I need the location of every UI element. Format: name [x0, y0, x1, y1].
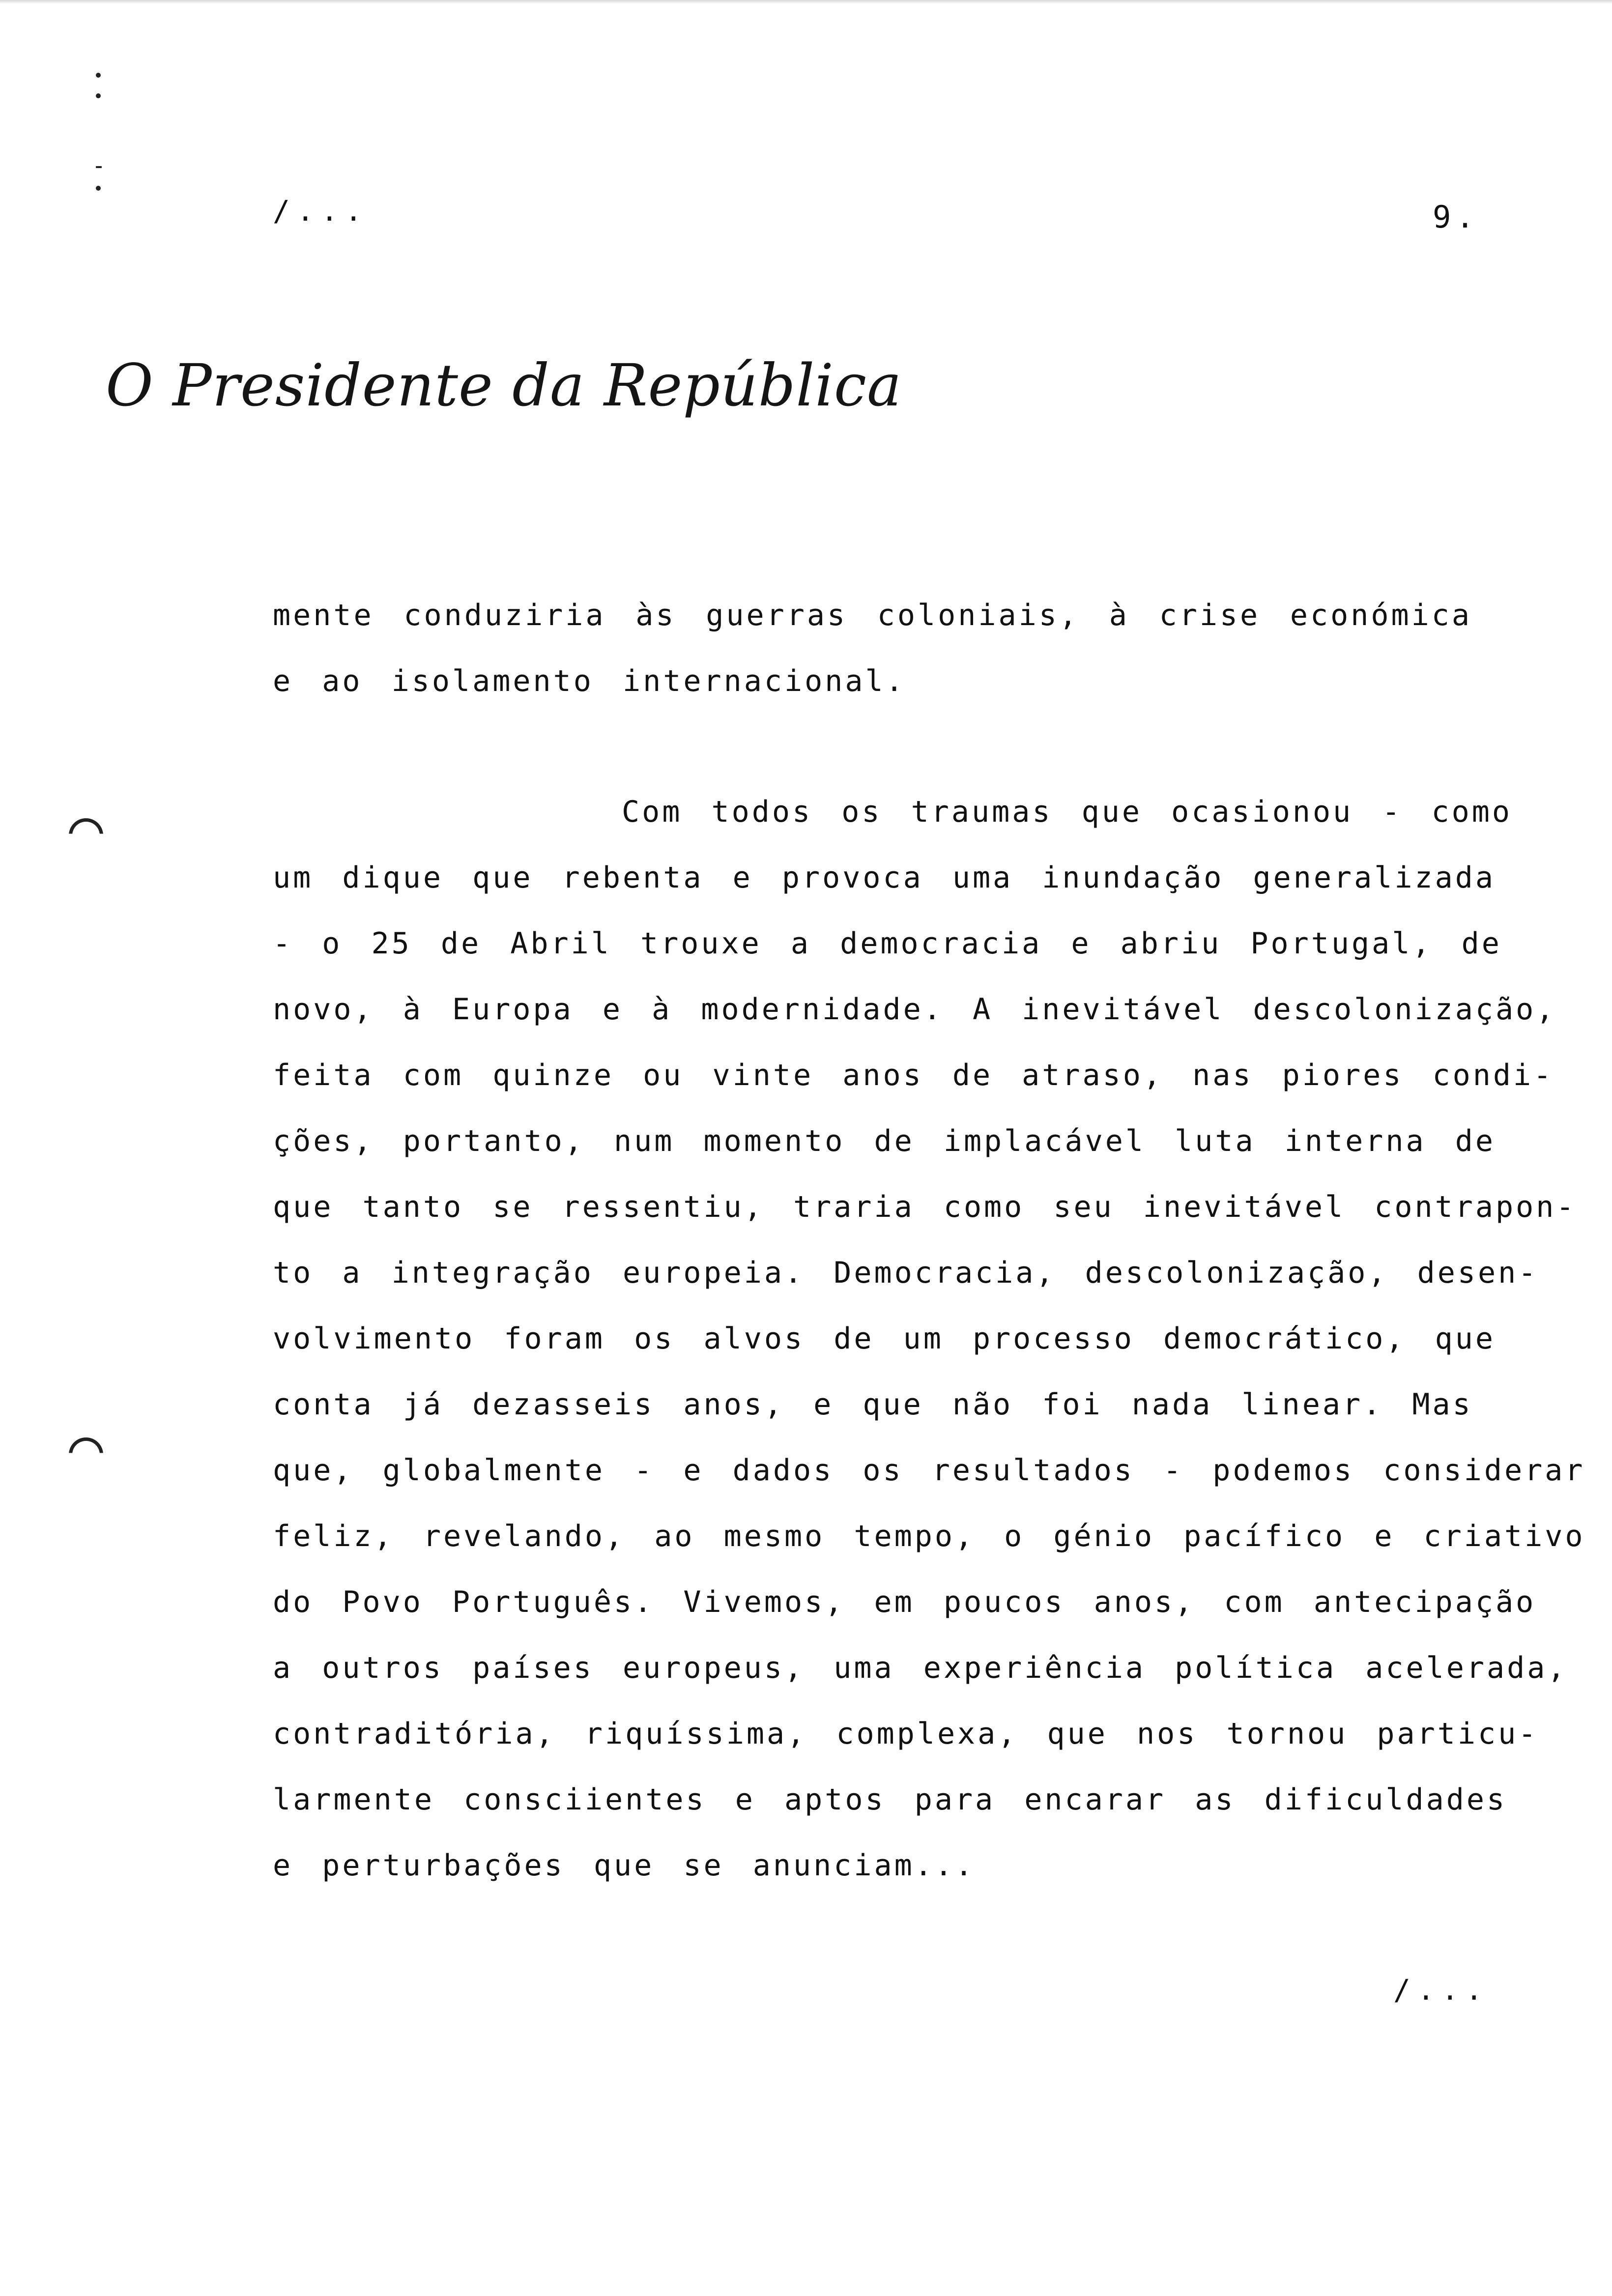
- text-line: do Povo Português. Vivemos, em poucos anos, com antecipação: [273, 1585, 1536, 1619]
- text-line: - o 25 de Abril trouxe a democracia e abriu Portugal, de: [273, 926, 1502, 961]
- text-line: larmente consciientes e aptos para encarar as dificuldades: [273, 1782, 1507, 1817]
- margin-dot: [96, 73, 101, 78]
- text-line: que, globalmente - e dados os resultados - podemos considerar: [273, 1453, 1585, 1488]
- scan-edge: [0, 0, 1612, 4]
- text-line: que tanto se ressentiu, traria como seu inevitável contrapon-: [273, 1190, 1577, 1224]
- margin-dash: [96, 166, 102, 168]
- text-line: novo, à Europa e à modernidade. A inevitável descolonização,: [273, 992, 1556, 1027]
- text-line: ções, portanto, num momento de implacável luta interna de: [273, 1124, 1496, 1158]
- margin-dot: [96, 93, 101, 98]
- text-line: e perturbações que se anunciam...: [273, 1848, 976, 1883]
- text-line: um dique que rebenta e provoca uma inundação generalizada: [273, 861, 1496, 895]
- page-number: 9.: [1433, 199, 1479, 235]
- text-line: conta já dezasseis anos, e que não foi nada linear. Mas: [273, 1387, 1473, 1422]
- text-line: a outros países europeus, uma experiência política acelerada,: [273, 1651, 1568, 1685]
- text-line: Com todos os traumas que ocasionou - como: [622, 795, 1513, 829]
- punch-hole-mark: [69, 818, 103, 853]
- text-line: e ao isolamento internacional.: [273, 664, 906, 698]
- text-line: feita com quinze ou vinte anos de atraso, nas piores condi-: [273, 1058, 1554, 1092]
- text-line: feliz, revelando, ao mesmo tempo, o génio pacífico e criativo: [273, 1519, 1585, 1553]
- text-line: contraditória, riquíssima, complexa, que nos tornou particu-: [273, 1717, 1539, 1751]
- text-line: to a integração europeia. Democracia, descolonização, desen-: [273, 1256, 1539, 1290]
- continuation-marker-bottom: /...: [1393, 1973, 1490, 2007]
- punch-hole-mark: [69, 1437, 103, 1472]
- letterhead-title: O Presidente da República: [106, 351, 902, 419]
- paragraph-1: [273, 582, 1472, 714]
- margin-dot: [96, 186, 101, 191]
- text-line: volvimento foram os alvos de um processo democrático, que: [273, 1321, 1496, 1356]
- continuation-marker-top: /...: [273, 194, 369, 228]
- text-line: mente conduziria às guerras coloniais, à crise económica: [273, 598, 1472, 632]
- paragraph-2: [273, 779, 1585, 1898]
